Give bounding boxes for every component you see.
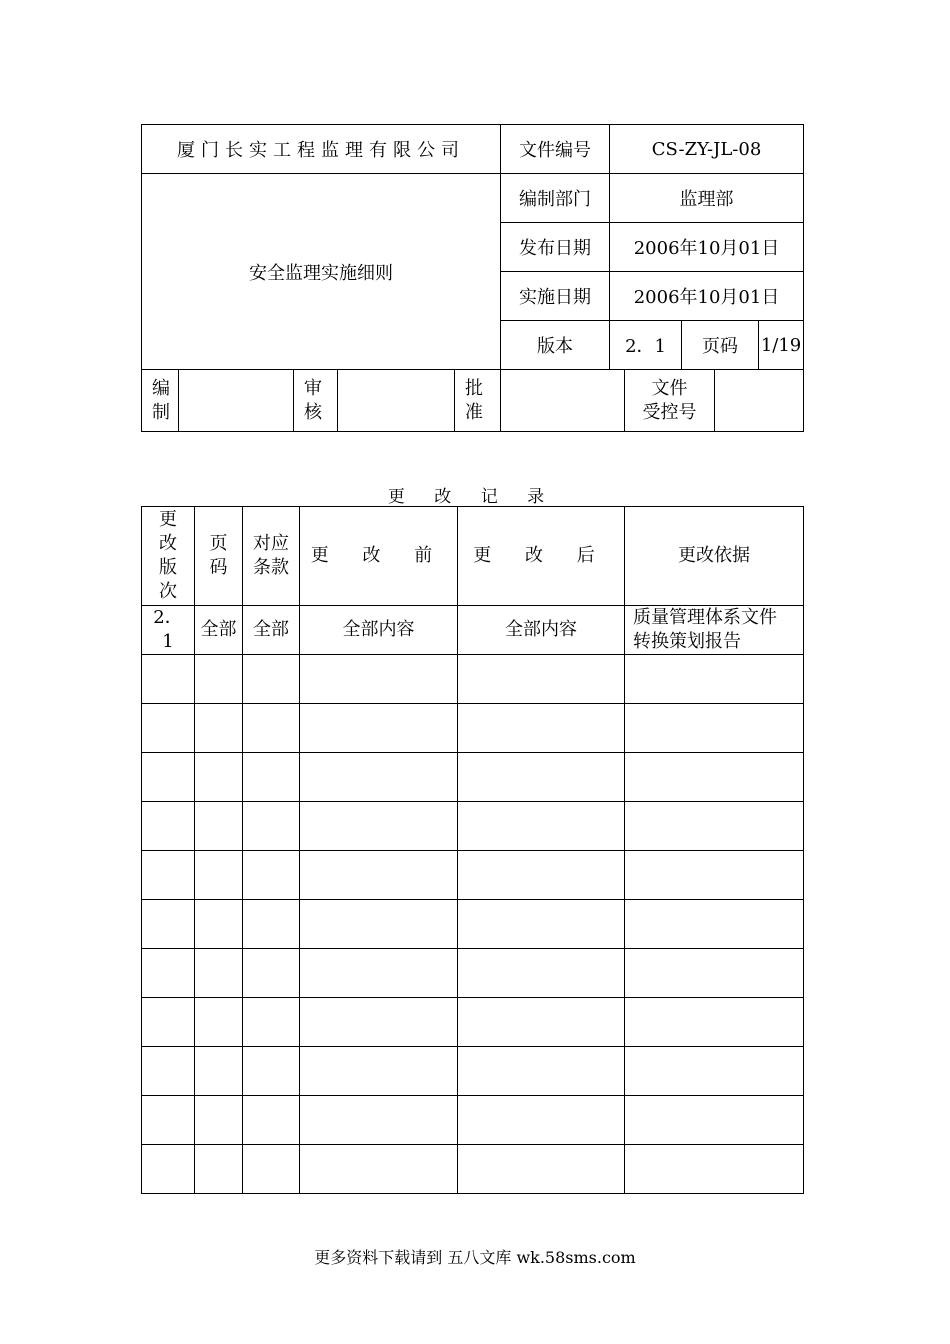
document-header-table [141,124,804,432]
table-row [142,1047,804,1096]
page-label: 页码 [682,321,759,370]
review-signature-cell [338,370,455,432]
change-records-table [141,506,804,1194]
document-title: 安全监理实施细则 [142,174,501,370]
compile-signature-cell [179,370,294,432]
row-after: 全部内容 [458,606,625,655]
version: 2．1 [610,321,682,370]
footer-text: 更多资料下载请到 五八文库 wk.58sms.com [314,1248,636,1267]
row-basis: 质量管理体系文件 转换策划报告 [625,606,804,655]
records-header-row [142,507,804,606]
table-row [142,1096,804,1145]
header-after: 更 改 后 [458,507,625,606]
approve-label: 批 准 [455,370,501,432]
page-number: 1/19 [759,321,804,370]
control-no-label: 文件 受控号 [625,370,715,432]
doc-no-label: 文件编号 [501,125,610,174]
table-row [142,851,804,900]
compile-label: 编 制 [142,370,179,432]
version-label: 版本 [501,321,610,370]
issue-date: 2006年10月01日 [610,223,804,272]
row-clause: 全部 [243,606,300,655]
row-page: 全部 [195,606,243,655]
records-title: 更 改 记 录 [387,487,557,507]
table-row [142,802,804,851]
table-row [142,655,804,704]
table-row [142,998,804,1047]
dept-label: 编制部门 [501,174,610,223]
company-name: 厦门长实工程监理有限公司 [142,125,501,174]
table-row [142,753,804,802]
header-before: 更 改 前 [300,507,458,606]
table-row [142,949,804,998]
control-no-cell [715,370,804,432]
dept: 监理部 [610,174,804,223]
review-label: 审 核 [294,370,338,432]
doc-no: CS-ZY-JL-08 [610,125,804,174]
impl-date: 2006年10月01日 [610,272,804,321]
row-version: 2． 1 [142,606,195,655]
header-clause: 对应 条款 [243,507,300,606]
table-row [142,704,804,753]
table-row [142,606,804,655]
impl-date-label: 实施日期 [501,272,610,321]
approve-signature-cell [501,370,625,432]
header-basis: 更改依据 [625,507,804,606]
header-page: 页 码 [195,507,243,606]
header-version: 更 改 版 次 [142,507,195,606]
row-before: 全部内容 [300,606,458,655]
issue-date-label: 发布日期 [501,223,610,272]
table-row [142,900,804,949]
table-row [142,1145,804,1194]
